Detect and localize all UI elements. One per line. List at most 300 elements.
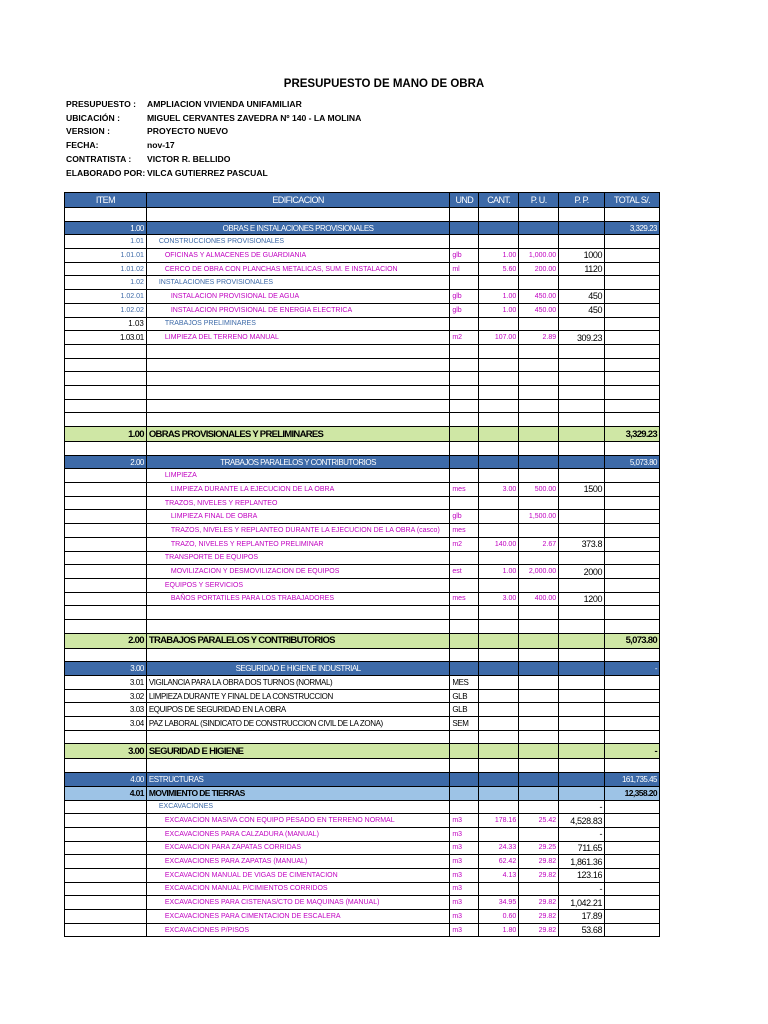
unit-cell: GLB [450, 703, 479, 716]
partial-price-cell [559, 606, 605, 619]
total-cell [605, 814, 660, 827]
quantity-cell [479, 717, 519, 730]
item-cell [65, 386, 147, 399]
section-subtotal-row [64, 427, 660, 442]
partial-price-cell [559, 400, 605, 413]
description-cell: TRANSPORTE DE EQUIPOS [147, 552, 450, 565]
total-cell [605, 565, 660, 578]
meta-value: VILCA GUTIERREZ PASCUAL [147, 167, 268, 178]
empty-row [64, 386, 660, 400]
table-row [64, 883, 660, 897]
unit-price-cell [519, 318, 559, 331]
unit-cell [450, 773, 479, 786]
unit-price-cell [519, 359, 559, 372]
item-cell [65, 855, 147, 868]
unit-price-cell [519, 456, 559, 469]
unit-price-cell [519, 606, 559, 619]
unit-price-cell [519, 427, 559, 441]
description-cell: MOVIMIENTO DE TIERRAS [147, 787, 450, 800]
partial-price-cell: 1000 [559, 249, 605, 262]
table-row [64, 676, 660, 690]
item-cell [65, 510, 147, 523]
item-cell [65, 842, 147, 855]
total-cell [605, 345, 660, 358]
unit-price-cell [519, 620, 559, 633]
unit-cell: glb [450, 304, 479, 317]
page-title: PRESUPUESTO DE MANO DE OBRA [283, 78, 485, 90]
total-cell: 5,073.80 [605, 634, 660, 648]
description-cell [147, 413, 450, 426]
partial-price-cell [559, 345, 605, 358]
table-row [64, 469, 660, 483]
total-cell [605, 208, 660, 221]
total-cell [605, 372, 660, 385]
total-cell [605, 731, 660, 744]
partial-price-cell [559, 787, 605, 800]
unit-cell: m2 [450, 331, 479, 344]
description-cell: EXCAVACION MANUAL P/CIMIENTOS CORRIDOS [147, 883, 450, 896]
table-row [64, 717, 660, 731]
quantity-cell [479, 235, 519, 248]
partial-price-cell [559, 235, 605, 248]
item-cell [65, 483, 147, 496]
table-row [64, 924, 660, 938]
unit-cell [450, 442, 479, 455]
budget-meta [66, 97, 361, 180]
meta-label: ELABORADO POR: [66, 167, 146, 178]
item-cell [65, 910, 147, 923]
quantity-cell [479, 731, 519, 744]
quantity-cell: 140.00 [479, 538, 519, 551]
unit-cell: mes [450, 593, 479, 606]
partial-price-cell [559, 703, 605, 716]
header-pu: P. U. [519, 193, 559, 207]
meta-row [66, 111, 361, 125]
table-row [64, 276, 660, 290]
partial-price-cell [559, 620, 605, 633]
total-cell [605, 249, 660, 262]
partial-price-cell: 1200 [559, 593, 605, 606]
meta-value: VICTOR R. BELLIDO [147, 154, 231, 165]
unit-cell: m3 [450, 910, 479, 923]
quantity-cell [479, 690, 519, 703]
item-cell [65, 606, 147, 619]
unit-price-cell [519, 744, 559, 758]
item-cell: 1.00 [65, 427, 147, 441]
unit-price-cell [519, 883, 559, 896]
quantity-cell: 1.80 [479, 924, 519, 937]
partial-price-cell [559, 442, 605, 455]
item-cell [65, 896, 147, 909]
table-row [64, 910, 660, 924]
table-row [64, 552, 660, 566]
unit-cell [450, 579, 479, 592]
meta-row [66, 97, 361, 111]
unit-cell [450, 318, 479, 331]
quantity-cell: 34.95 [479, 896, 519, 909]
table-row [64, 249, 660, 263]
partial-price-cell: 2000 [559, 565, 605, 578]
item-cell: 3.00 [65, 662, 147, 675]
unit-price-cell [519, 497, 559, 510]
total-cell [605, 676, 660, 689]
partial-price-cell [559, 359, 605, 372]
unit-price-cell: 29.82 [519, 855, 559, 868]
table-row [64, 593, 660, 607]
quantity-cell [479, 386, 519, 399]
quantity-cell [479, 662, 519, 675]
total-cell [605, 235, 660, 248]
quantity-cell [479, 222, 519, 235]
quantity-cell: 4.13 [479, 869, 519, 882]
description-cell [147, 649, 450, 662]
budget-table [64, 192, 660, 937]
unit-price-cell [519, 703, 559, 716]
quantity-cell [479, 469, 519, 482]
description-cell: OFICINAS Y ALMACENES DE GUARDIANIA [147, 249, 450, 262]
total-cell: 3,329.23 [605, 427, 660, 441]
item-cell [65, 469, 147, 482]
partial-price-cell [559, 427, 605, 441]
description-cell: LIMPIEZA DURANTE LA EJECUCION DE LA OBRA [147, 483, 450, 496]
unit-cell [450, 744, 479, 758]
quantity-cell [479, 579, 519, 592]
item-cell [65, 814, 147, 827]
meta-row [66, 125, 361, 139]
total-cell [605, 842, 660, 855]
description-cell: LIMPIEZA FINAL DE OBRA [147, 510, 450, 523]
partial-price-cell: 450 [559, 290, 605, 303]
partial-price-cell [559, 386, 605, 399]
table-row [64, 538, 660, 552]
item-cell: 3.01 [65, 676, 147, 689]
partial-price-cell [559, 649, 605, 662]
table-header [64, 192, 660, 208]
total-cell: 5,073.80 [605, 456, 660, 469]
partial-price-cell [559, 773, 605, 786]
table-row [64, 304, 660, 318]
partial-price-cell: 373.8 [559, 538, 605, 551]
table-row [64, 263, 660, 277]
empty-row [64, 606, 660, 620]
unit-cell: m3 [450, 869, 479, 882]
unit-price-cell [519, 413, 559, 426]
table-row [64, 483, 660, 497]
unit-cell [450, 222, 479, 235]
unit-cell [450, 345, 479, 358]
total-cell [605, 883, 660, 896]
unit-cell [450, 606, 479, 619]
table-row [64, 510, 660, 524]
description-cell [147, 442, 450, 455]
unit-cell [450, 386, 479, 399]
total-cell [605, 442, 660, 455]
total-cell [605, 620, 660, 633]
quantity-cell: 178.16 [479, 814, 519, 827]
item-cell: 1.01.01 [65, 249, 147, 262]
quantity-cell: 0.60 [479, 910, 519, 923]
empty-row [64, 359, 660, 373]
table-row [64, 497, 660, 511]
table-row [64, 318, 660, 332]
description-cell: INSTALACIONES PROVISIONALES [147, 276, 450, 289]
item-cell [65, 649, 147, 662]
partial-price-cell [559, 276, 605, 289]
unit-cell: GLB [450, 690, 479, 703]
description-cell [147, 386, 450, 399]
unit-price-cell [519, 372, 559, 385]
unit-cell [450, 634, 479, 648]
unit-price-cell: 2,000.00 [519, 565, 559, 578]
total-cell [605, 304, 660, 317]
unit-price-cell: 29.25 [519, 842, 559, 855]
unit-cell [450, 276, 479, 289]
item-cell [65, 400, 147, 413]
meta-value: nov-17 [147, 140, 175, 151]
item-cell [65, 524, 147, 537]
total-cell [605, 359, 660, 372]
item-cell [65, 372, 147, 385]
quantity-cell [479, 606, 519, 619]
table-row [64, 290, 660, 304]
quantity-cell [479, 208, 519, 221]
item-cell: 1.03 [65, 318, 147, 331]
item-cell: 2.00 [65, 634, 147, 648]
section-header-row [64, 456, 660, 470]
partial-price-cell: 1120 [559, 263, 605, 276]
section-header-row [64, 222, 660, 236]
header-edificacion: EDIFICACION [147, 193, 450, 207]
unit-price-cell: 400.00 [519, 593, 559, 606]
total-cell [605, 510, 660, 523]
description-cell: VIGILANCIA PARA LA OBRA DOS TURNOS (NORMAL) [147, 676, 450, 689]
description-cell: SEGURIDAD E HIGIENE INDUSTRIAL [147, 662, 450, 675]
table-row [64, 331, 660, 345]
table-row [64, 814, 660, 828]
meta-row [66, 138, 361, 152]
item-cell: 1.02 [65, 276, 147, 289]
partial-price-cell [559, 413, 605, 426]
unit-cell [450, 372, 479, 385]
quantity-cell [479, 649, 519, 662]
description-cell: PAZ LABORAL (SINDICATO DE CONSTRUCCION CIVIL DE LA ZONA) [147, 717, 450, 730]
unit-cell: m3 [450, 855, 479, 868]
unit-cell [450, 427, 479, 441]
description-cell: EXCAVACIONES PARA CIMENTACION DE ESCALERA [147, 910, 450, 923]
description-cell: INSTALACION PROVISIONAL DE AGUA [147, 290, 450, 303]
item-cell [65, 828, 147, 841]
partial-price-cell [559, 690, 605, 703]
description-cell: TRABAJOS PRELIMINARES [147, 318, 450, 331]
header-und: UND [450, 193, 479, 207]
partial-price-cell [559, 717, 605, 730]
item-cell [65, 731, 147, 744]
unit-price-cell [519, 579, 559, 592]
unit-cell: m3 [450, 842, 479, 855]
description-cell: TRAZOS, NIVELES Y REPLANTEO [147, 497, 450, 510]
quantity-cell [479, 442, 519, 455]
item-cell: 3.02 [65, 690, 147, 703]
item-cell: 1.01.02 [65, 263, 147, 276]
empty-row [64, 208, 660, 222]
unit-price-cell: 1,000.00 [519, 249, 559, 262]
unit-price-cell [519, 634, 559, 648]
quantity-cell: 24.33 [479, 842, 519, 855]
description-cell: TRAZO, NIVELES Y REPLANTEO PRELIMINAR [147, 538, 450, 551]
item-cell [65, 497, 147, 510]
quantity-cell [479, 801, 519, 814]
meta-value: MIGUEL CERVANTES ZAVEDRA Nº 140 - LA MOLINA [147, 112, 362, 123]
total-cell [605, 276, 660, 289]
total-cell [605, 924, 660, 937]
item-cell: 3.03 [65, 703, 147, 716]
description-cell [147, 759, 450, 772]
quantity-cell [479, 676, 519, 689]
unit-price-cell [519, 828, 559, 841]
partial-price-cell [559, 222, 605, 235]
meta-value: AMPLIACION VIVIENDA UNIFAMILIAR [147, 98, 302, 109]
quantity-cell [479, 276, 519, 289]
item-cell [65, 593, 147, 606]
unit-price-cell: 2.67 [519, 538, 559, 551]
total-cell [605, 703, 660, 716]
header-cant: CANT. [479, 193, 519, 207]
quantity-cell: 107.00 [479, 331, 519, 344]
unit-price-cell: 450.00 [519, 304, 559, 317]
section-header-row [64, 773, 660, 787]
description-cell: MOVILIZACION Y DESMOVILIZACION DE EQUIPOS [147, 565, 450, 578]
item-cell [65, 620, 147, 633]
quantity-cell [479, 497, 519, 510]
unit-cell [450, 731, 479, 744]
unit-cell: MES [450, 676, 479, 689]
table-row [64, 869, 660, 883]
item-cell: 1.01 [65, 235, 147, 248]
unit-cell [450, 208, 479, 221]
partial-price-cell [559, 676, 605, 689]
quantity-cell: 1.00 [479, 249, 519, 262]
description-cell [147, 606, 450, 619]
total-cell [605, 896, 660, 909]
partial-price-cell: 711.65 [559, 842, 605, 855]
quantity-cell: 62.42 [479, 855, 519, 868]
unit-cell: m3 [450, 883, 479, 896]
description-cell: EXCAVACIONES PARA ZAPATAS (MANUAL) [147, 855, 450, 868]
total-cell [605, 318, 660, 331]
description-cell [147, 208, 450, 221]
unit-price-cell [519, 690, 559, 703]
total-cell [605, 649, 660, 662]
table-row [64, 565, 660, 579]
quantity-cell [479, 372, 519, 385]
partial-price-cell: 1500 [559, 483, 605, 496]
item-cell: 1.02.02 [65, 304, 147, 317]
total-cell [605, 413, 660, 426]
total-cell [605, 717, 660, 730]
item-cell: 1.00 [65, 222, 147, 235]
total-cell: 161,735.45 [605, 773, 660, 786]
item-cell [65, 759, 147, 772]
empty-row [64, 372, 660, 386]
description-cell: EXCAVACION MASIVA CON EQUIPO PESADO EN TERRENO NORMAL [147, 814, 450, 827]
partial-price-cell [559, 208, 605, 221]
quantity-cell [479, 400, 519, 413]
unit-cell: m3 [450, 814, 479, 827]
partial-price-cell [559, 456, 605, 469]
section-header-row [64, 662, 660, 676]
description-cell: TRABAJOS PARALELOS Y CONTRIBUTORIOS [147, 634, 450, 648]
empty-row [64, 413, 660, 427]
quantity-cell: 1.00 [479, 290, 519, 303]
description-cell: LIMPIEZA [147, 469, 450, 482]
table-row [64, 579, 660, 593]
unit-cell: mes [450, 524, 479, 537]
description-cell [147, 345, 450, 358]
description-cell: LIMPIEZA DURANTE Y FINAL DE LA CONSTRUCCION [147, 690, 450, 703]
partial-price-cell: 1,042.21 [559, 896, 605, 909]
total-cell [605, 524, 660, 537]
total-cell [605, 593, 660, 606]
description-cell: EQUIPOS Y SERVICIOS [147, 579, 450, 592]
total-cell [605, 263, 660, 276]
table-row [64, 842, 660, 856]
description-cell: OBRAS E INSTALACIONES PROVISIONALES [147, 222, 450, 235]
empty-row [64, 345, 660, 359]
unit-price-cell [519, 649, 559, 662]
description-cell: TRABAJOS PARALELOS Y CONTRIBUTORIOS [147, 456, 450, 469]
partial-price-cell: 17.89 [559, 910, 605, 923]
description-cell: EXCAVACIONES PARA CISTENAS/CTO DE MAQUINAS (MANUAL) [147, 896, 450, 909]
description-cell [147, 372, 450, 385]
partial-price-cell: 53.68 [559, 924, 605, 937]
partial-price-cell [559, 524, 605, 537]
unit-cell: ml [450, 263, 479, 276]
empty-row [64, 442, 660, 456]
quantity-cell [479, 359, 519, 372]
meta-label: FECHA: [66, 140, 99, 151]
section-subtotal-row [64, 744, 660, 759]
unit-cell: m3 [450, 896, 479, 909]
table-row [64, 855, 660, 869]
partial-price-cell: 1,861.36 [559, 855, 605, 868]
total-cell [605, 469, 660, 482]
header-item: ITEM [65, 193, 147, 207]
unit-cell [450, 787, 479, 800]
description-cell [147, 359, 450, 372]
unit-cell: glb [450, 249, 479, 262]
unit-price-cell [519, 276, 559, 289]
description-cell: EXCAVACIONES [147, 801, 450, 814]
total-cell [605, 290, 660, 303]
item-cell [65, 442, 147, 455]
unit-cell: glb [450, 290, 479, 303]
total-cell [605, 483, 660, 496]
description-cell: CERCO DE OBRA CON PLANCHAS METALICAS, SUM. E INSTALACION [147, 263, 450, 276]
unit-price-cell [519, 386, 559, 399]
empty-row [64, 731, 660, 745]
partial-price-cell: 450 [559, 304, 605, 317]
unit-price-cell [519, 400, 559, 413]
description-cell: LIMPIEZA DEL TERRENO MANUAL [147, 331, 450, 344]
item-cell [65, 579, 147, 592]
description-cell: OBRAS PROVISIONALES Y PRELIMINARES [147, 427, 450, 441]
meta-label: PRESUPUESTO : [66, 98, 137, 109]
partial-price-cell [559, 662, 605, 675]
partial-price-cell: - [559, 801, 605, 814]
unit-cell [450, 456, 479, 469]
partial-price-cell [559, 510, 605, 523]
empty-row [64, 620, 660, 634]
